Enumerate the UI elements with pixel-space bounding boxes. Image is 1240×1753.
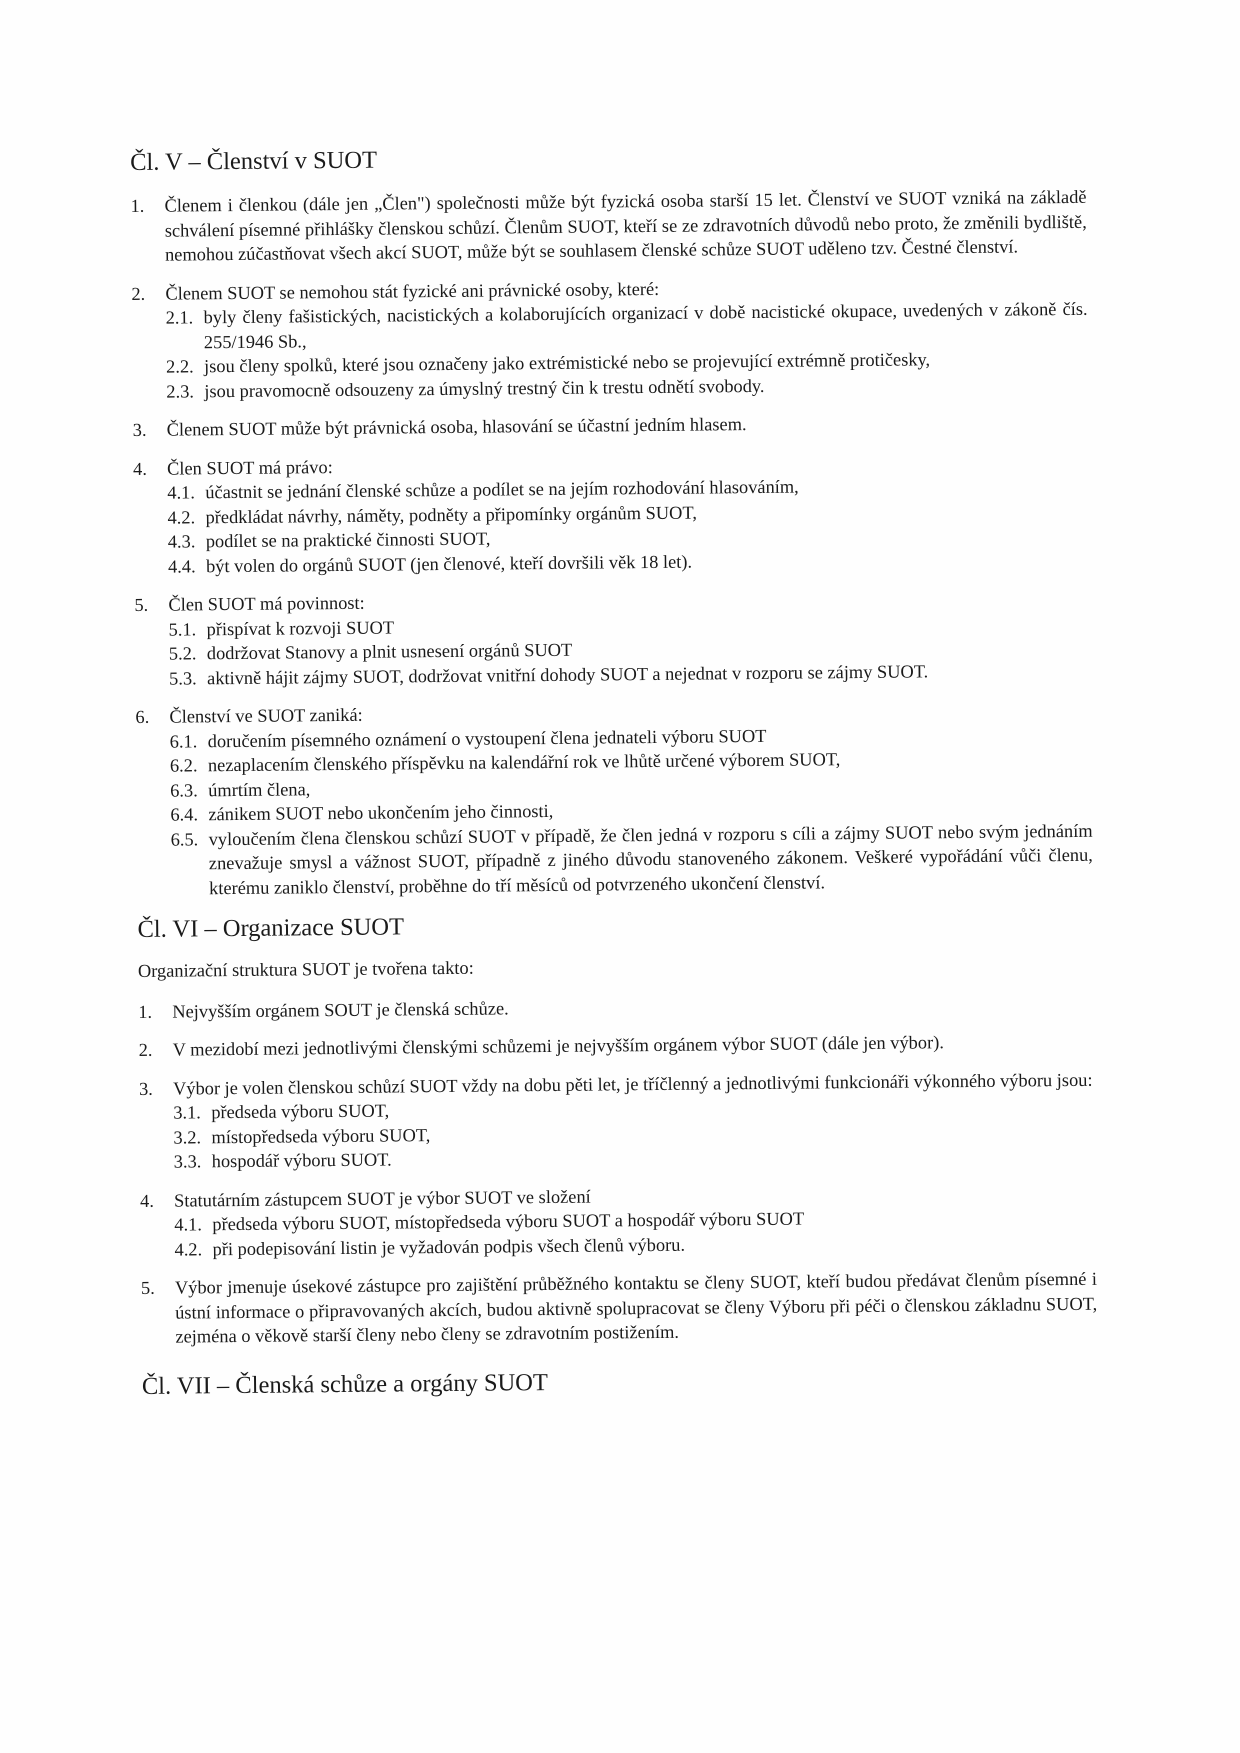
- item-number: 5.: [134, 594, 149, 615]
- sub-item-text: jsou pravomocně odsouzeny za úmyslný trestný čin k trestu odnětí svobody.: [204, 375, 765, 401]
- list-item: [134, 584, 1091, 691]
- item-number: 1.: [130, 195, 145, 216]
- sub-item-number: 5.2.: [168, 643, 197, 664]
- sub-item-number: 6.4.: [170, 804, 199, 825]
- sub-item-number: 4.2.: [167, 506, 196, 528]
- item-text: V mezidobí mezi jednotlivými členskými schůzemi je nejvyšším orgánem výbor SUOT (dále jen výbor).: [172, 1032, 944, 1060]
- sub-item-text: předseda výboru SUOT, místopředseda výboru SUOT a hospodář výboru SUOT: [212, 1208, 805, 1235]
- sub-item-number: 4.3.: [167, 531, 196, 552]
- sub-item-number: 3.1.: [173, 1102, 201, 1123]
- item-text: Členství ve SUOT zaniká:: [169, 704, 363, 727]
- list-item: [140, 1179, 1097, 1262]
- sub-item-number: 2.3.: [166, 380, 195, 402]
- item-number: 4.: [140, 1190, 154, 1211]
- sub-item-text: úmrtím člena,: [208, 778, 311, 800]
- sub-item-number: 4.1.: [167, 482, 195, 503]
- sub-item-number: 4.4.: [167, 555, 196, 577]
- sub-item-number: 6.2.: [169, 755, 198, 776]
- item-text: Výbor je volen členskou schůzí SUOT vždy na dobu pěti let, je tříčlenný a jednotlivými funkcionáři výkonného výboru jsou:: [172, 1069, 1093, 1099]
- list-item: [141, 1267, 1098, 1350]
- sub-item-text: být volen do orgánů SUOT (jen členové, kteří dovršili věk 18 let).: [205, 551, 693, 576]
- list-item: [131, 272, 1088, 404]
- sub-item-number: 4.1.: [174, 1214, 203, 1235]
- sub-item-number: 5.3.: [168, 667, 197, 689]
- sub-item: [166, 297, 1088, 355]
- sub-item-number: 2.1.: [165, 307, 194, 328]
- list-item: [130, 185, 1087, 268]
- sub-item-text: účastnit se jednání členské schůze a podílet se na jejím rozhodování hlasováním,: [205, 476, 799, 503]
- sub-item-number: 5.1.: [168, 618, 197, 640]
- item-text: Členem SUOT se nemohou stát fyzické ani právnické osoby, které:: [165, 278, 660, 304]
- sub-item-number: 3.2.: [173, 1126, 202, 1148]
- sub-item-text: doručením písemného oznámení o vystoupení člena jednateli výboru SUOT: [207, 725, 767, 751]
- sub-item-text: jsou členy spolků, které jsou označeny jako extrémistické nebo se projevující extrémně protičesky,: [204, 349, 931, 377]
- list-item: [138, 990, 1094, 1024]
- item-number: 6.: [135, 706, 150, 727]
- section-heading-v: Čl. V – Členství v SUOT: [130, 146, 378, 176]
- list-item: [139, 1067, 1096, 1174]
- section-heading-vii: Čl. VII – Členská schůze a orgány SUOT: [141, 1368, 548, 1400]
- sub-item-text: nezaplacením členského příspěvku na kalendářní rok ve lhůtě určené výborem SUOT,: [207, 749, 841, 776]
- item-text: Člen SUOT má povinnost:: [168, 592, 365, 615]
- item-number: 3.: [132, 419, 147, 440]
- sub-item-text: dodržovat Stanovy a plnit usnesení orgánů SUOT: [206, 639, 573, 664]
- document-content: [130, 139, 1098, 1418]
- item-number: 3.: [138, 1078, 153, 1099]
- item-text: Členem i členkou (dále jen „Člen") společnosti může být fyzická osoba starší 15 let. Členství ve SUOT vzniká na základě schválení písemné přihlášky členskou schůzí. Členům SUOT, kteří se ze zdravotních důvodů nebo proto, že změnili bydliště, nemohou zúčastňovat všech akcí SUOT, může být se souhlasem členské schůze SUOT uděleno tzv. Čestné členství.: [164, 186, 1087, 265]
- list-item: [135, 696, 1093, 901]
- sub-item-number: 6.5.: [170, 828, 199, 850]
- sub-item-text: předkládat návrhy, náměty, podněty a připomínky orgánům SUOT,: [205, 502, 697, 527]
- sub-item-text: vyloučením člena členskou schůzí SUOT v případě, že člen jedná v rozporu s cíli a zájmy SUOT nebo svým jednáním znevažuje smysl a vážnost SUOT, případně z jiného důvodu stanoveného zákonem. Veškeré vypořádání vůči členu, kterému zaniklo členství, proběhne do tří měsíců od potvrzeného ukončení členství.: [208, 820, 1093, 898]
- item-text: Členem SUOT může být právnická osoba, hlasování se účastní jedním hlasem.: [166, 414, 747, 440]
- sub-item-text: přispívat k rozvoji SUOT: [206, 616, 395, 639]
- item-number: 5.: [140, 1277, 155, 1298]
- item-number: 2.: [131, 283, 146, 304]
- sub-item-number: 3.3.: [173, 1151, 202, 1172]
- list-item: [133, 409, 1089, 443]
- list-item: [139, 1029, 1095, 1063]
- sub-item-number: 4.2.: [174, 1238, 203, 1260]
- item-number: 4.: [132, 458, 147, 479]
- sub-item-text: aktivně hájit zájmy SUOT, dodržovat vnitřní dohody SUOT a nejednat v rozporu se zájmy SUOT.: [206, 660, 929, 688]
- sub-item-text: předseda výboru SUOT,: [211, 1100, 390, 1123]
- sub-item-number: 2.2.: [166, 356, 194, 377]
- sub-item-text: místopředseda výboru SUOT,: [211, 1124, 431, 1147]
- section-heading-vi: Čl. VI – Organizace SUOT: [137, 913, 405, 943]
- sub-item-number: 6.3.: [170, 779, 198, 801]
- item-number: 1.: [138, 1001, 153, 1022]
- item-text: Výbor jmenuje úsekové zástupce pro zajištění průběžného kontaktu se členy SUOT, kteří budou předávat členům písemné i ústní informace o připravovaných akcích, budou aktivně spolupracovat se členy Výboru při péči o členskou základnu SUOT, zejména o věkově starší členy nebo členy se zdravotním postižením.: [174, 1268, 1098, 1347]
- item-text: Člen SUOT má právo:: [166, 456, 333, 479]
- sub-item: [171, 818, 1094, 900]
- sub-item-text: hospodář výboru SUOT.: [211, 1149, 392, 1172]
- sub-item-text: podílet se na praktické činnosti SUOT,: [205, 528, 491, 552]
- sub-item-text: byly členy fašistických, nacistických a kolaborujících organizací v době nacistické okupace, uvedených v zákoně čís. 255/1946 Sb.,: [203, 298, 1088, 352]
- section-intro: Organizační struktura SUOT je tvořena takto:: [137, 957, 474, 981]
- item-text: Statutárním zástupcem SUOT je výbor SUOT ve složení: [174, 1186, 591, 1211]
- list-item: [133, 447, 1090, 579]
- sub-item-text: zánikem SUOT nebo ukončením jeho činnosti,: [208, 800, 554, 825]
- sub-item-number: 6.1.: [169, 730, 198, 752]
- item-text: Nejvyšším orgánem SOUT je členská schůze.: [172, 997, 509, 1022]
- item-number: 2.: [138, 1039, 153, 1060]
- sub-item-text: při podepisování listin je vyžadován podpis všech členů výboru.: [212, 1234, 686, 1259]
